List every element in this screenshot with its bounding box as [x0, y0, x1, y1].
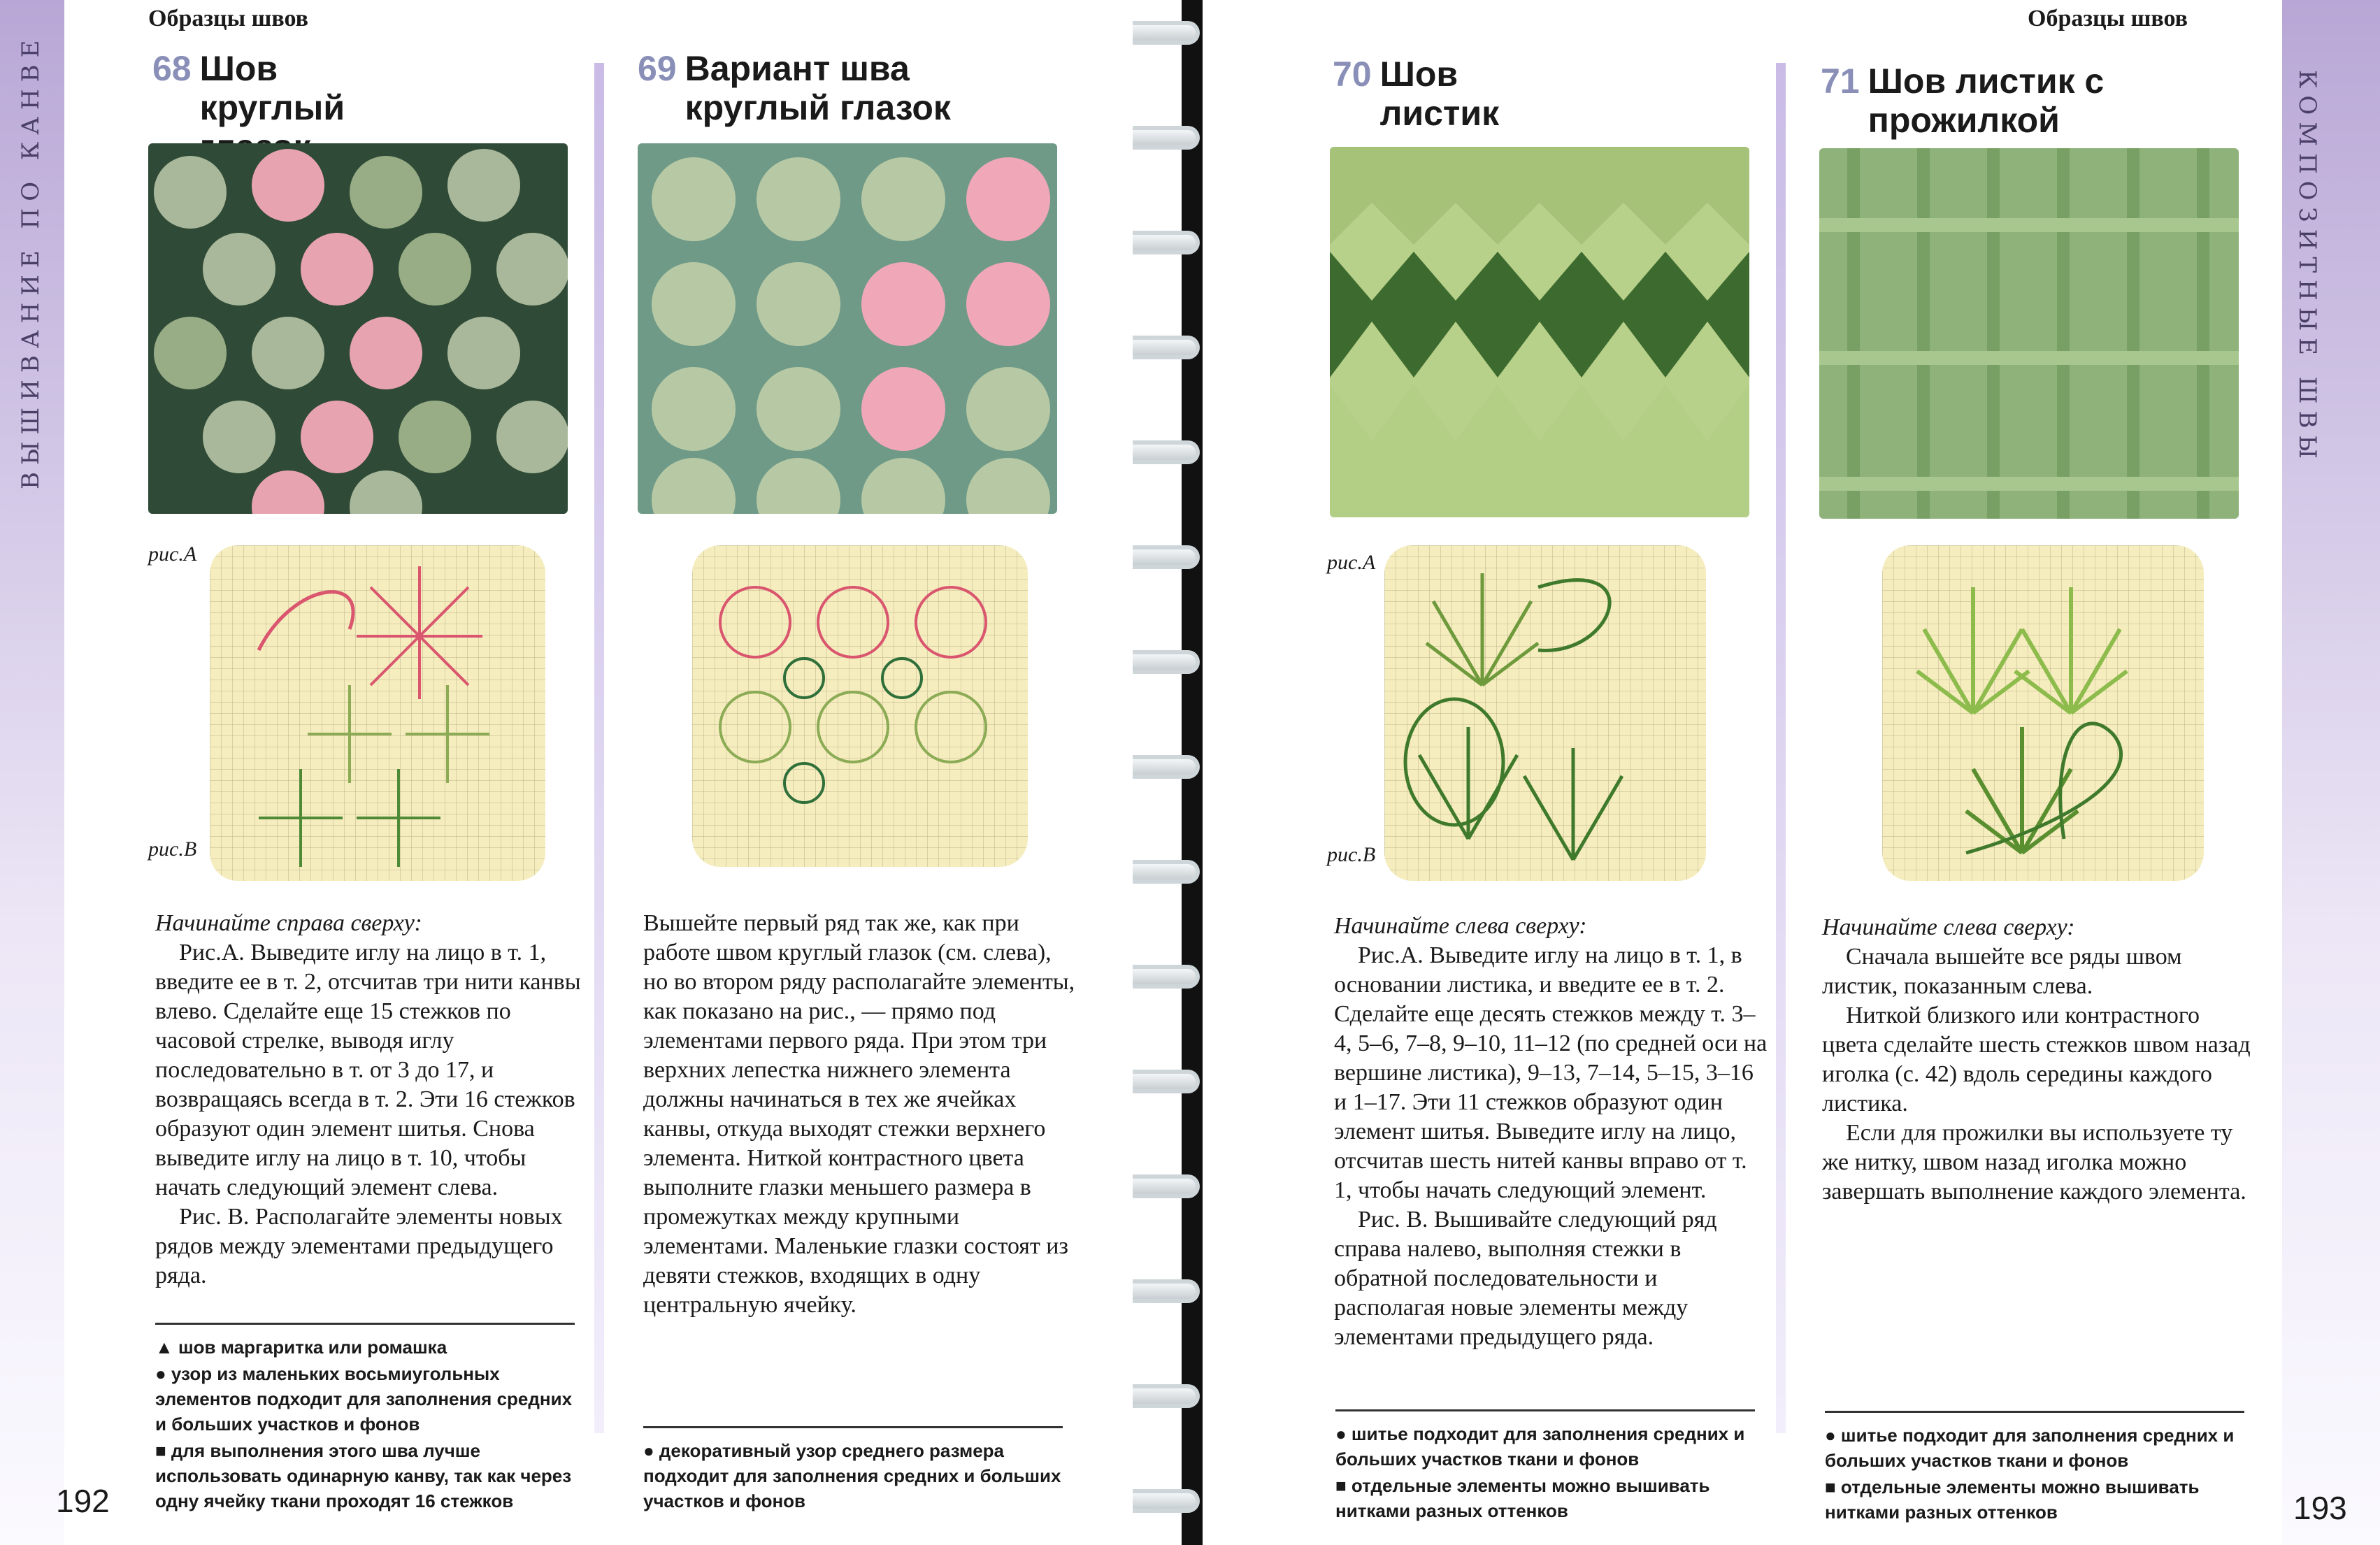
stitch-68-photo: [148, 143, 568, 514]
right-sidebar-text: КОМПОЗИТНЫЕ ШВЫ: [2293, 70, 2321, 466]
binding-ring: [1133, 965, 1200, 989]
stitch-68-para-2: Рис. В. Располагайте элементы новых рядов между элементами предыдущего ряда.: [155, 1204, 563, 1288]
page-number-right: 193: [2293, 1490, 2347, 1526]
stitch-68-fig-b-label: рис.В: [148, 838, 197, 861]
stitch-68-note-2: ● узор из маленьких восьмиугольных элементов подходит для заполнения средних и больших участков и фонов: [155, 1363, 573, 1435]
stitch-71-note-1: ● шитье подходит для заполнения средних и больших участков ткани и фонов: [1825, 1425, 2235, 1471]
stitch-68-lead: Начинайте справа сверху:: [155, 910, 422, 936]
binding-ring: [1133, 1489, 1200, 1513]
stitch-68-diagram: [210, 545, 559, 881]
binding-ring: [1133, 755, 1200, 779]
stitch-71-name: Шов листик с прожилкой: [1868, 62, 2105, 140]
running-header-right: Образцы швов: [2028, 6, 2188, 31]
stitch-71-title: [1821, 62, 2170, 140]
stitch-71-para-1: Сначала вышейте все ряды швом листик, показанным слева.: [1822, 944, 2182, 999]
stitch-69-text: [643, 909, 1077, 1320]
page-number-left: 192: [56, 1483, 110, 1519]
stitch-70-photo: [1330, 147, 1749, 517]
stitch-69-photo: [638, 143, 1057, 514]
stitch-70-diagram: [1384, 545, 1734, 881]
binding-ring: [1133, 1174, 1200, 1198]
stitch-71-para-3: Если для прожилки вы используете ту же нитку, швом назад иголка можно завершать выполнение каждого элемента.: [1822, 1120, 2246, 1205]
stitch-68-notes: [155, 1323, 575, 1515]
stitch-71-note-2: ■ отдельные элементы можно вышивать нитками разных оттенков: [1825, 1476, 2200, 1523]
stitch-70-para-2: Рис. В. Вышивайте следующий ряд справа налево, выполняя стежки в обратной последовательности и располагая новые элементы между элементами предыдущего ряда.: [1334, 1207, 1717, 1350]
binding-ring: [1133, 126, 1200, 150]
stitch-71-photo: [1819, 148, 2239, 519]
binding-ring: [1133, 1070, 1200, 1093]
stitch-70-name: Шов листик: [1379, 55, 1500, 133]
binding-ring: [1133, 545, 1200, 569]
stitch-70-lead: Начинайте слева сверху:: [1334, 913, 1587, 939]
stitch-69-para-1: Вышейте первый ряд так же, как при работе швом круглый глазок (см. слева), но во втором ряду располагайте элементы, как показано на рис., — прямо под элементами первого ряда. При этом три верхних лепестка нижнего элемента должны начинаться в тех же ячейках канвы, откуда выходят стежки верхнего элемента. Ниткой контрастного цвета выполните глазки меньшего размера в промежутках между крупными элементами. Маленькие глазки состоят из девяти стежков, входящих в одну центральную ячейку.: [643, 910, 1075, 1318]
binding-ring: [1133, 650, 1200, 674]
binding-ring: [1133, 21, 1200, 45]
binding-ring: [1133, 860, 1200, 884]
stitch-68-note-3: ■ для выполнения этого шва лучше использовать одинарную канву, так как через одну ячейку ткани проходят 16 стежков: [155, 1440, 572, 1511]
stitch-70-note-1: ● шитье подходит для заполнения средних и больших участков ткани и фонов: [1335, 1423, 1745, 1469]
stitch-71-number: 71: [1821, 62, 1860, 101]
stitch-69-diagram: [692, 545, 1042, 881]
stitch-71-lead: Начинайте слева сверху:: [1822, 914, 2075, 940]
stitch-68-para-1: Рис.А. Выведите иглу на лицо в т. 1, введите ее в т. 2, отсчитав три нити канвы влево. Сделайте еще 15 стежков по часовой стрелке, выводя иглу последовательно в т. от 3 до 17, и возвращаясь всегда в т. 2. Эти 16 стежков образуют один элемент шитья. Снова выведите иглу на лицо в т. 10, чтобы начать следующий элемент слева.: [155, 940, 581, 1200]
stitch-70-number: 70: [1333, 55, 1372, 94]
stitch-70-text: [1334, 912, 1768, 1352]
running-header-left: Образцы швов: [148, 6, 309, 31]
column-divider-right: [1776, 63, 1786, 1433]
column-divider-left: [594, 63, 604, 1433]
stitch-70-notes: [1335, 1409, 1755, 1525]
stitch-69-title: [638, 49, 1029, 127]
stitch-70-para-1: Рис.А. Выведите иглу на лицо в т. 1, в основании листика, и введите ее в т. 2. Сделайте еще десять стежков между т. 3–4, 5–6, 7–8, 9–10, 11–12 (по средней оси на вершине листика), 9–13, 7–14, 5–15, 3–16 и 1–17. Эти 11 стежков образуют один элемент шитья. Выведите иглу на лицо, отсчитав шесть нитей канвы вправо от т. 1, чтобы начать следующий элемент.: [1334, 942, 1768, 1203]
stitch-68-fig-a-label: рис.А: [148, 542, 197, 566]
binding-ring: [1133, 336, 1200, 359]
stitch-71-para-2: Ниткой близкого или контрастного цвета сделайте шесть стежков швом назад иголка (с. 42) вдоль середины каждого листика.: [1822, 1003, 2251, 1116]
stitch-68-note-1: ▲ шов маргаритка или ромашка: [155, 1337, 447, 1358]
stitch-69-note-1: ● декоративный узор среднего размера подходит для заполнения средних и больших участков и фонов: [643, 1440, 1061, 1511]
stitch-69-notes: [643, 1426, 1063, 1515]
binding-ring: [1133, 1384, 1200, 1408]
stitch-71-notes: [1825, 1411, 2244, 1526]
stitch-70-note-2: ■ отдельные элементы можно вышивать нитками разных оттенков: [1335, 1475, 1710, 1521]
stitch-70-fig-b-label: рис.В: [1327, 843, 1376, 866]
spiral-binding: [1133, 0, 1203, 1545]
binding-ring: [1133, 1279, 1200, 1303]
left-sidebar-text: ВЫШИВАНИЕ ПО КАНВЕ: [17, 33, 45, 489]
stitch-69-number: 69: [638, 49, 677, 88]
stitch-69-name: Вариант шва круглый глазок: [684, 49, 951, 127]
stitch-70-title: [1333, 55, 1499, 133]
binding-ring: [1133, 231, 1200, 254]
binding-ring: [1133, 440, 1200, 464]
stitch-71-text: [1822, 913, 2256, 1207]
stitch-70-fig-a-label: рис.А: [1327, 551, 1376, 574]
stitch-68-number: 68: [152, 49, 192, 88]
stitch-68-text: [155, 909, 589, 1291]
stitch-68-name: Шов круглый: [199, 49, 345, 127]
stitch-71-diagram: [1882, 545, 2232, 881]
